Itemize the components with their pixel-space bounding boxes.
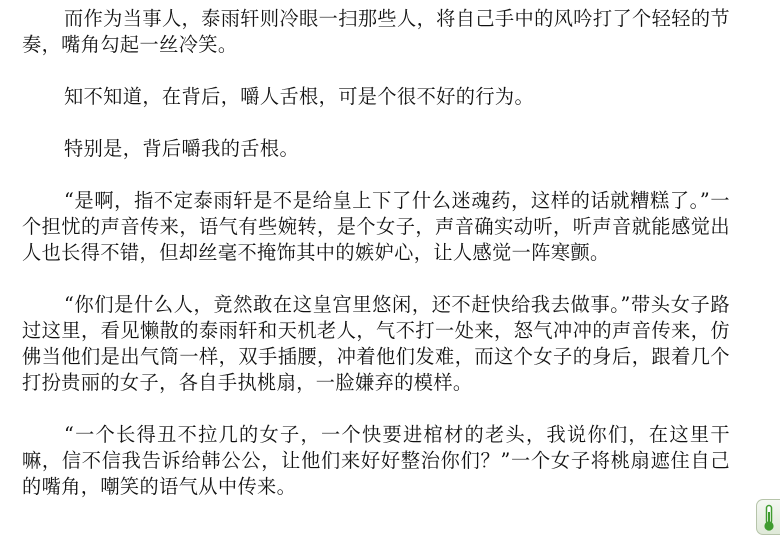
- paragraph-1: 而作为当事人，泰雨轩则冷眼一扫那些人，将自己手中的风吟打了个轻轻的节奏，嘴角勾起一丝冷笑。: [22, 7, 730, 56]
- paragraph-2: 知不知道，在背后，嚼人舌根，可是个很不好的行为。: [64, 85, 535, 108]
- paragraph-4: “是啊，指不定泰雨轩是不是给皇上下了什么迷魂药，这样的话就糟糕了。”一个担忧的声音传来，语气有些婉转，是个女子，声音确实动听，听声音就能感觉出人也长得不错，但却丝毫不掩饰其中的嫉妒心，让人感觉一阵寒颤。: [22, 189, 730, 264]
- paragraph-gap: [22, 162, 730, 188]
- document-body: [22, 6, 730, 500]
- paragraph-gap: [22, 266, 730, 292]
- thermometer-icon: [762, 504, 776, 532]
- paragraph-gap: [22, 396, 730, 422]
- paragraph-gap: [22, 58, 730, 84]
- corner-widget-button[interactable]: [756, 499, 780, 535]
- paragraph-gap: [22, 110, 730, 136]
- paragraph-5: “你们是什么人，竟然敢在这皇宫里悠闲，还不赶快给我去做事。”带头女子路过这里，看见懒散的泰雨轩和天机老人，气不打一处来，怒气冲冲的声音传来，仿佛当他们是出气筒一样，双手插腰，冲着他们发难，而这个女子的身后，跟着几个打扮贵丽的女子，各自手执桃扇，一脸嫌弃的模样。: [22, 293, 730, 394]
- paragraph-6: “一个长得丑不拉几的女子，一个快要进棺材的老头，我说你们，在这里干嘛，信不信我告诉给韩公公，让他们来好好整治你们？”一个女子将桃扇遮住自己的嘴角，嘲笑的语气从中传来。: [22, 423, 730, 498]
- paragraph-3: 特别是，背后嚼我的舌根。: [64, 137, 300, 160]
